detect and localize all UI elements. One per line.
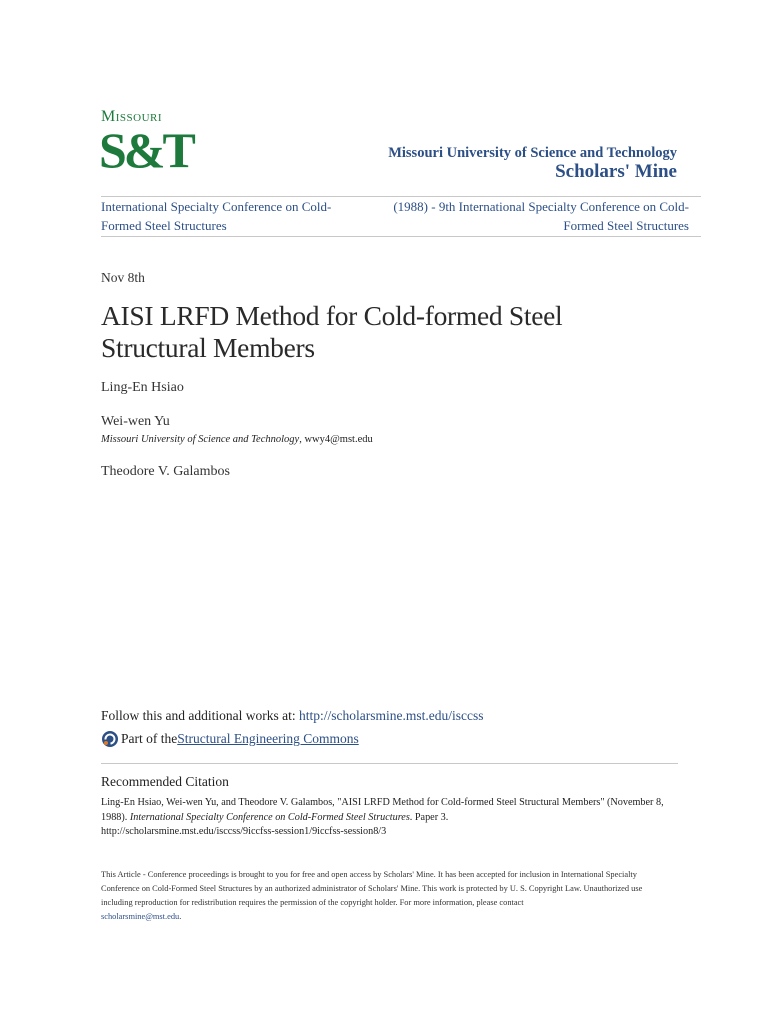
notice-text: This Article - Conference proceedings is brought to you for free and open access by Scholars' Mine. It has been accepted for inclusion in International Specialty Conference on Cold-Formed Steel Structures by an authorized administrator of Scholars' Mine. This work is protected by U. S. Copyright Law. Unauthorized use including reproduction for redistribution requires the permission of the copyright holder. For more information, please contact (101, 870, 643, 907)
breadcrumb-proceedings-link[interactable]: (1988) - 9th International Specialty Conference on Cold-Formed Steel Structures (393, 199, 689, 233)
author-name: Wei-wen Yu (101, 414, 170, 429)
citation-paper: . Paper 3. (409, 811, 449, 823)
citation-divider (101, 763, 678, 764)
university-logo[interactable] (101, 109, 191, 185)
citation-heading: Recommended Citation (101, 774, 229, 789)
repository-name[interactable]: Scholars' Mine (555, 161, 677, 182)
citation-venue: International Specialty Conference on Cold-Formed Steel Structures (129, 811, 410, 823)
open-access-icon (101, 730, 119, 748)
affiliation-name: Missouri University of Science and Technology (101, 434, 300, 445)
article-title: AISI LRFD Method for Cold-formed Steel Structural Members (101, 300, 563, 363)
notice-end: . (179, 912, 182, 921)
follow-prefix: Follow this and additional works at: (101, 708, 299, 723)
commons-link[interactable]: Structural Engineering Commons (177, 731, 359, 746)
follow-line (101, 708, 483, 724)
author-affiliation (101, 434, 373, 445)
access-notice (101, 868, 676, 924)
breadcrumb-conference-link[interactable]: International Specialty Conference on Cold-Formed Steel Structures (101, 199, 332, 233)
logo-mark: S&T (99, 122, 193, 178)
citation-url[interactable]: http://scholarsmine.mst.edu/isccss/9iccfss-session1/9iccfss-session8/3 (101, 826, 387, 837)
author-name: Theodore V. Galambos (101, 464, 230, 479)
header-divider (101, 196, 701, 197)
breadcrumb-divider (101, 236, 701, 237)
part-of-prefix: Part of the (121, 731, 178, 746)
author-email: , wwy4@mst.edu (299, 434, 373, 445)
author-name: Ling-En Hsiao (101, 380, 184, 395)
logo-wordmark: Missouri (101, 108, 163, 125)
citation-authors-title: Ling-En Hsiao, Wei-wen Yu, and Theodore V. Galambos, "AISI LRFD Method for Cold-formed Steel Structural Members" (November 8, 1988). (101, 797, 664, 823)
collection-link[interactable]: http://scholarsmine.mst.edu/isccss (299, 708, 484, 723)
citation-text (101, 796, 681, 840)
publication-date: Nov 8th (101, 270, 145, 285)
contact-email-link[interactable]: scholarsmine@mst.edu (101, 912, 180, 921)
part-of-line (101, 730, 359, 748)
university-name[interactable]: Missouri University of Science and Technology (388, 145, 677, 161)
